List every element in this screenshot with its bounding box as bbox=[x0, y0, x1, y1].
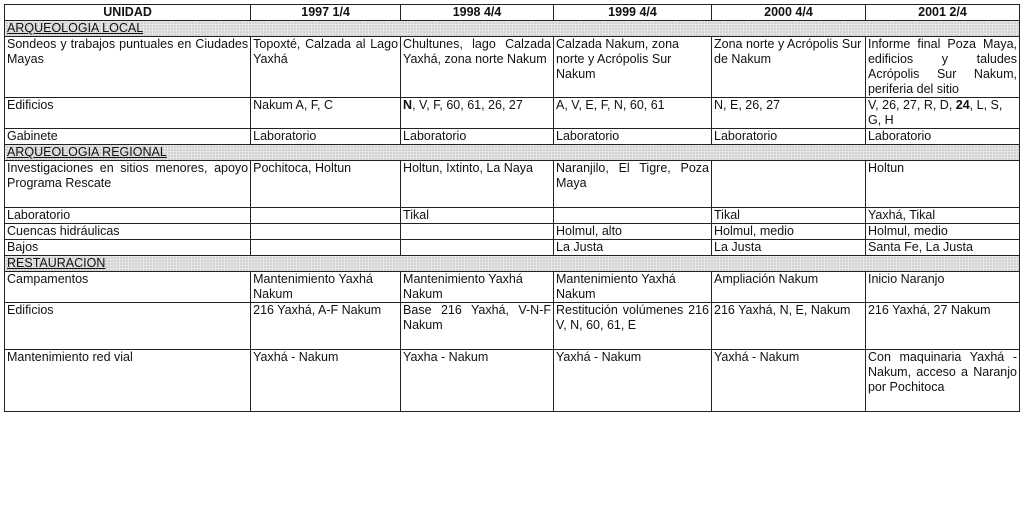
cell-1997: Mantenimiento Yaxhá Nakum bbox=[251, 272, 401, 303]
cell-1999: Naranjilo, El Tigre, Poza Maya bbox=[554, 161, 712, 208]
cell-2001: Con maquinaria Yaxhá - Nakum, acceso a Naranjo por Pochitoca bbox=[865, 350, 1019, 412]
header-row bbox=[5, 5, 1020, 21]
cell-1998: Chultunes, lago Calzada Yaxhá, zona norte Nakum bbox=[401, 37, 554, 98]
cell-1999: Laboratorio bbox=[554, 129, 712, 145]
cell-2000: Ampliación Nakum bbox=[712, 272, 866, 303]
cell-2001: Santa Fe, La Justa bbox=[865, 240, 1019, 256]
cell-2001: Informe final Poza Maya, edificios y taludes Acrópolis Sur Nakum, periferia del sitio bbox=[865, 37, 1019, 98]
table-row-edificios-local bbox=[5, 98, 1020, 129]
cell-1997: Pochitoca, Holtun bbox=[251, 161, 401, 208]
cell-1998 bbox=[401, 240, 554, 256]
row-label: Cuencas hidráulicas bbox=[5, 224, 251, 240]
cell-1999: Restitución volúmenes 216 V, N, 60, 61, E bbox=[554, 303, 712, 350]
cell-1999: Mantenimiento Yaxhá Nakum bbox=[554, 272, 712, 303]
header-1999: 1999 4/4 bbox=[554, 5, 712, 21]
cell-1999: Holmul, alto bbox=[554, 224, 712, 240]
cell-2000: Tikal bbox=[712, 208, 866, 224]
cell-2000: Laboratorio bbox=[712, 129, 866, 145]
section-row bbox=[5, 145, 1020, 161]
cell-1999: A, V, E, F, N, 60, 61 bbox=[554, 98, 712, 129]
row-label: Gabinete bbox=[5, 129, 251, 145]
schedule-document bbox=[4, 4, 1020, 412]
row-label: Edificios bbox=[5, 303, 251, 350]
cell-1999: Calzada Nakum, zona norte y Acrópolis Sur Nakum bbox=[554, 37, 712, 98]
cell-2000: Zona norte y Acrópolis Sur de Nakum bbox=[712, 37, 866, 98]
table-row-cuencas bbox=[5, 224, 1020, 240]
row-label: Mantenimiento red vial bbox=[5, 350, 251, 412]
header-unidad: UNIDAD bbox=[5, 5, 251, 21]
cell-1997: 216 Yaxhá, A-F Nakum bbox=[251, 303, 401, 350]
table-row-sondeos bbox=[5, 37, 1020, 98]
row-label: Edificios bbox=[5, 98, 251, 129]
cell-2001 bbox=[865, 98, 1019, 129]
row-label: Bajos bbox=[5, 240, 251, 256]
cell-2001: Holtun bbox=[865, 161, 1019, 208]
cell-2000: La Justa bbox=[712, 240, 866, 256]
header-2000: 2000 4/4 bbox=[712, 5, 866, 21]
row-label: Laboratorio bbox=[5, 208, 251, 224]
section-arqueologia-regional: ARQUEOLOGIA REGIONAL bbox=[5, 145, 1020, 161]
row-label: Sondeos y trabajos puntuales en Ciudades Mayas bbox=[5, 37, 251, 98]
cell-2001: Holmul, medio bbox=[865, 224, 1019, 240]
table-row-edificios-restauracion bbox=[5, 303, 1020, 350]
cell-1997: Nakum A, F, C bbox=[251, 98, 401, 129]
cell-2001: Inicio Naranjo bbox=[865, 272, 1019, 303]
cell-1999: La Justa bbox=[554, 240, 712, 256]
cell-2001: Yaxhá, Tikal bbox=[865, 208, 1019, 224]
cell-1998 bbox=[401, 98, 554, 129]
cell-2000: Holmul, medio bbox=[712, 224, 866, 240]
table-row-red-vial bbox=[5, 350, 1020, 412]
table-row-bajos bbox=[5, 240, 1020, 256]
cell-2001: Laboratorio bbox=[865, 129, 1019, 145]
row-label: Investigaciones en sitios menores, apoyo Programa Rescate bbox=[5, 161, 251, 208]
cell-1999 bbox=[554, 208, 712, 224]
cell-1999: Yaxhá - Nakum bbox=[554, 350, 712, 412]
cell-1997: Topoxté, Calzada al Lago Yaxhá bbox=[251, 37, 401, 98]
cell-1997 bbox=[251, 224, 401, 240]
cell-2000: 216 Yaxhá, N, E, Nakum bbox=[712, 303, 866, 350]
cell-2000: Yaxhá - Nakum bbox=[712, 350, 866, 412]
cell-2001-bold: 24 bbox=[955, 98, 970, 112]
cell-1998 bbox=[401, 224, 554, 240]
table-row-laboratorio bbox=[5, 208, 1020, 224]
cell-1998: Mantenimiento Yaxhá Nakum bbox=[401, 272, 554, 303]
table-row-investigaciones bbox=[5, 161, 1020, 208]
header-1998: 1998 4/4 bbox=[401, 5, 554, 21]
cell-2000: N, E, 26, 27 bbox=[712, 98, 866, 129]
cell-1997: Yaxhá - Nakum bbox=[251, 350, 401, 412]
cell-2000 bbox=[712, 161, 866, 208]
cell-2001-a: V, 26, 27, R, D, bbox=[867, 98, 956, 112]
cell-1998: Base 216 Yaxhá, V-N-F Nakum bbox=[401, 303, 554, 350]
cell-1998: Tikal bbox=[401, 208, 554, 224]
cell-2001-b: , L, S, G, H bbox=[867, 98, 1003, 127]
section-arqueologia-local: ARQUEOLOGIA LOCAL bbox=[5, 21, 1020, 37]
row-label: Campamentos bbox=[5, 272, 251, 303]
cell-1998-rest: , V, F, 60, 61, 26, 27 bbox=[412, 98, 523, 112]
cell-1998-bold: N bbox=[403, 98, 413, 112]
cell-1997: Laboratorio bbox=[251, 129, 401, 145]
cell-2001: 216 Yaxhá, 27 Nakum bbox=[865, 303, 1019, 350]
cell-1998: Holtun, Ixtinto, La Naya bbox=[401, 161, 554, 208]
header-2001: 2001 2/4 bbox=[865, 5, 1019, 21]
cell-1998: Yaxha - Nakum bbox=[401, 350, 554, 412]
header-1997: 1997 1/4 bbox=[251, 5, 401, 21]
cell-1998: Laboratorio bbox=[401, 129, 554, 145]
section-restauracion: RESTAURACION bbox=[5, 256, 1020, 272]
table-row-campamentos bbox=[5, 272, 1020, 303]
table-row-gabinete bbox=[5, 129, 1020, 145]
section-row bbox=[5, 256, 1020, 272]
cell-1997 bbox=[251, 240, 401, 256]
section-row bbox=[5, 21, 1020, 37]
schedule-table bbox=[4, 4, 1020, 412]
cell-1997 bbox=[251, 208, 401, 224]
